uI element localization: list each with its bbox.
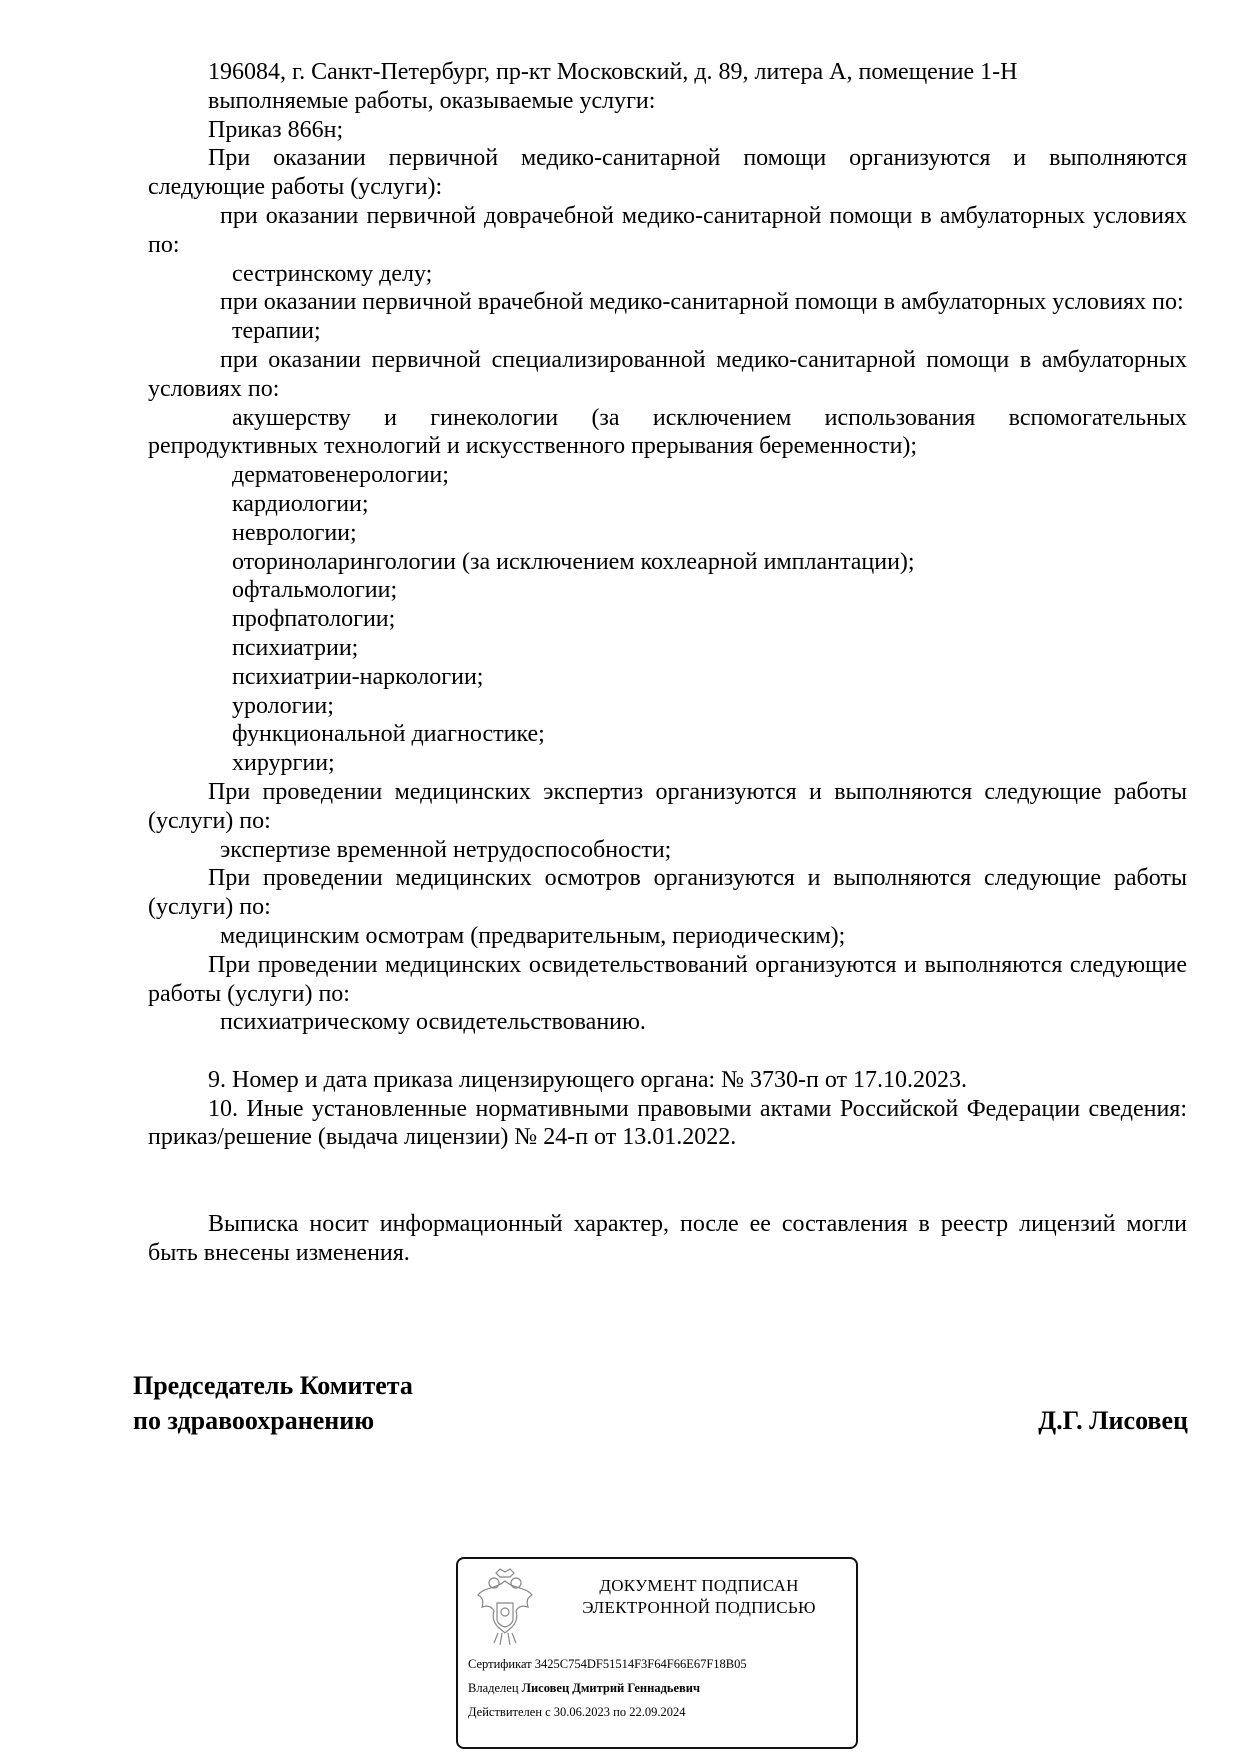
certificate-line: [468, 1657, 747, 1672]
list-item-neuro: неврологии;: [232, 519, 357, 546]
list-item-ophthalmo: офтальмологии;: [232, 577, 398, 604]
electronic-signature-stamp: [456, 1557, 858, 1749]
list-item-surgery: хирургии;: [232, 750, 335, 777]
works-heading: выполняемые работы, оказываемые услуги:: [208, 87, 656, 114]
owner-line: [468, 1681, 700, 1696]
address-line: 196084, г. Санкт-Петербург, пр-кт Московский, д. 89, литера А, помещение 1-Н: [208, 59, 1018, 85]
primary-care-intro: При оказании первичной медико-санитарной помощи организуются и выполняются следующие работы (услуги):: [148, 145, 1187, 201]
physician-intro: при оказании первичной врачебной медико-санитарной помощи в амбулаторных условиях по:: [220, 289, 1184, 316]
certificate-value: 3425C754DF51514F3F64F66E67F18B05: [534, 1657, 747, 1671]
certification-item: психиатрическому освидетельствованию.: [220, 1009, 646, 1036]
position-line-1: Председатель Комитета: [133, 1371, 413, 1400]
signatory-position: [133, 1368, 413, 1438]
validity-line: Действителен с 30.06.2023 по 22.09.2024: [468, 1705, 686, 1719]
item-9: 9. Номер и дата приказа лицензирующего органа: № 3730-п от 17.10.2023.: [208, 1066, 968, 1093]
list-item-cardio: кардиологии;: [232, 490, 369, 517]
signatory-name: Д.Г. Лисовец: [1038, 1406, 1188, 1435]
list-item-ent: оториноларингологии (за исключением кохлеарной имплантации);: [232, 548, 915, 575]
certification-intro: При проведении медицинских освидетельствований организуются и выполняются следующие работы (услуги) по:: [148, 951, 1187, 1007]
list-item-therapy: терапии;: [232, 318, 321, 345]
list-item-functional: функциональной диагностике;: [232, 721, 545, 748]
list-item-dermato: дерматовенерологии;: [232, 462, 449, 489]
list-item-narcology: психиатрии-наркологии;: [232, 663, 484, 690]
owner-value: Лисовец Дмитрий Геннадьевич: [521, 1681, 701, 1695]
expertise-intro: При проведении медицинских экспертиз организуются и выполняются следующие работы (услуги) по:: [148, 778, 1187, 834]
list-item-obstetrics: акушерству и гинекологии (за исключением использования вспомогательных репродуктивных технологий и искусственного прерывания беременности);: [148, 404, 1187, 460]
spacer: [148, 1152, 1187, 1181]
exams-intro: При проведении медицинских осмотров организуются и выполняются следующие работы (услуги) по:: [148, 865, 1187, 921]
owner-label: Владелец: [468, 1681, 519, 1695]
list-item-profpath: профпатологии;: [232, 606, 396, 633]
list-item-psychiatry: психиатрии;: [232, 634, 359, 661]
specialized-intro: при оказании первичной специализированной медико-санитарной помощи в амбулаторных условиях по:: [148, 346, 1187, 402]
spacer: [148, 1037, 1187, 1066]
stamp-title-line-1: ДОКУМЕНТ ПОДПИСАН: [599, 1576, 799, 1595]
document-body: [148, 58, 1187, 1267]
disclaimer: Выписка носит информационный характер, после ее составления в реестр лицензий могли быть внесены изменения.: [148, 1210, 1187, 1266]
order-line: Приказ 866н;: [208, 116, 344, 143]
list-item-nursing: сестринскому делу;: [232, 260, 433, 287]
spacer: [148, 1181, 1187, 1210]
item-10: 10. Иные установленные нормативными правовыми актами Российской Федерации сведения: приказ/решение (выдача лицензии) № 24-п от 13.01.2022.: [148, 1095, 1187, 1151]
stamp-title-line-2: ЭЛЕКТРОННОЙ ПОДПИСЬЮ: [582, 1598, 816, 1617]
stamp-title: [554, 1575, 844, 1619]
expertise-item: экспертизе временной нетрудоспособности;: [220, 836, 672, 863]
exams-item: медицинским осмотрам (предварительным, периодическим);: [220, 922, 846, 949]
certificate-label: Сертификат: [468, 1657, 532, 1671]
prehospital-intro: при оказании первичной доврачебной медико-санитарной помощи в амбулаторных условиях по:: [148, 202, 1187, 258]
list-item-urology: урологии;: [232, 692, 334, 719]
position-line-2: по здравоохранению: [133, 1406, 375, 1435]
russian-coat-of-arms-icon: [472, 1567, 538, 1651]
